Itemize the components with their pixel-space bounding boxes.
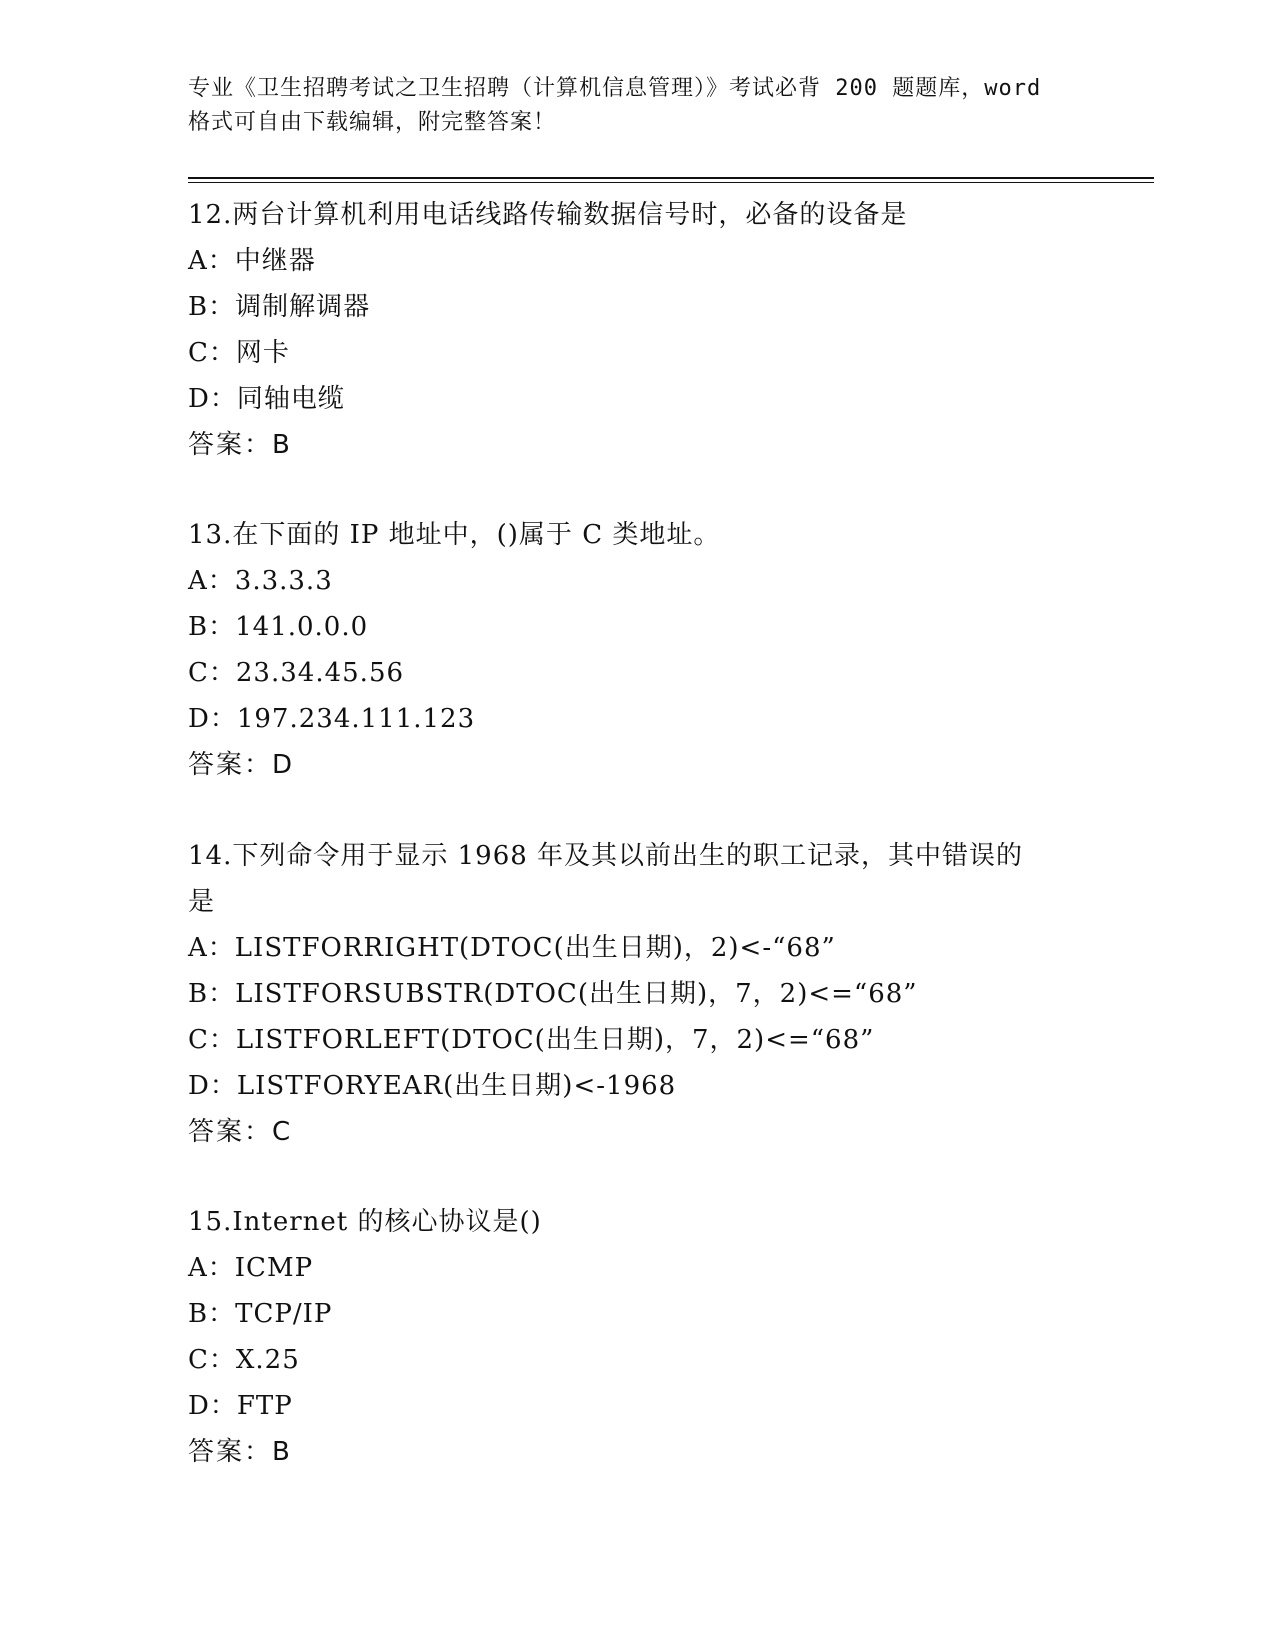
option-d: D：同轴电缆 <box>188 384 345 414</box>
option-b: B：TCP/IP <box>188 1299 333 1329</box>
question-12 <box>188 192 1088 468</box>
option-d: D：197.234.111.123 <box>188 704 476 734</box>
question-13 <box>188 512 1088 788</box>
document-header <box>188 72 1088 140</box>
answer-line: 答案：B <box>188 430 292 460</box>
header-line-2: 格式可自由下载编辑，附完整答案！ <box>188 110 557 135</box>
header-divider-thick <box>188 177 1154 179</box>
question-14 <box>188 833 1088 1155</box>
header-line-1: 专业《卫生招聘考试之卫生招聘（计算机信息管理）》考试必背 200 题题库，word <box>188 76 1042 101</box>
header-divider-thin <box>188 182 1154 183</box>
option-d: D：LISTFORYEAR(出生日期)<-1968 <box>188 1071 677 1101</box>
question-stem: 13.在下面的 IP 地址中，()属于 C 类地址。 <box>188 520 721 550</box>
answer-line: 答案：C <box>188 1117 293 1147</box>
option-b: B：141.0.0.0 <box>188 612 369 642</box>
question-stem-line-1: 14.下列命令用于显示 1968 年及其以前出生的职工记录，其中错误的 <box>188 841 1024 871</box>
option-b: B：LISTFORSUBSTR(DTOC(出生日期)，7，2)<=“68” <box>188 979 918 1009</box>
option-a: A：中继器 <box>188 246 316 276</box>
question-stem-line-2: 是 <box>188 887 216 917</box>
question-stem: 15.Internet 的核心协议是() <box>188 1207 542 1237</box>
option-a: A：LISTFORRIGHT(DTOC(出生日期)，2)<-“68” <box>188 933 836 963</box>
option-c: C：23.34.45.56 <box>188 658 405 688</box>
answer-line: 答案：D <box>188 750 295 780</box>
option-d: D：FTP <box>188 1391 293 1421</box>
option-a: A：ICMP <box>188 1253 314 1283</box>
question-15 <box>188 1199 1088 1475</box>
option-c: C：LISTFORLEFT(DTOC(出生日期)，7，2)<=“68” <box>188 1025 875 1055</box>
option-c: C：网卡 <box>188 338 290 368</box>
option-b: B：调制解调器 <box>188 292 371 322</box>
option-c: C：X.25 <box>188 1345 300 1375</box>
question-stem: 12.两台计算机利用电话线路传输数据信号时，必备的设备是 <box>188 200 908 230</box>
answer-line: 答案：B <box>188 1437 292 1467</box>
option-a: A：3.3.3.3 <box>188 566 333 596</box>
